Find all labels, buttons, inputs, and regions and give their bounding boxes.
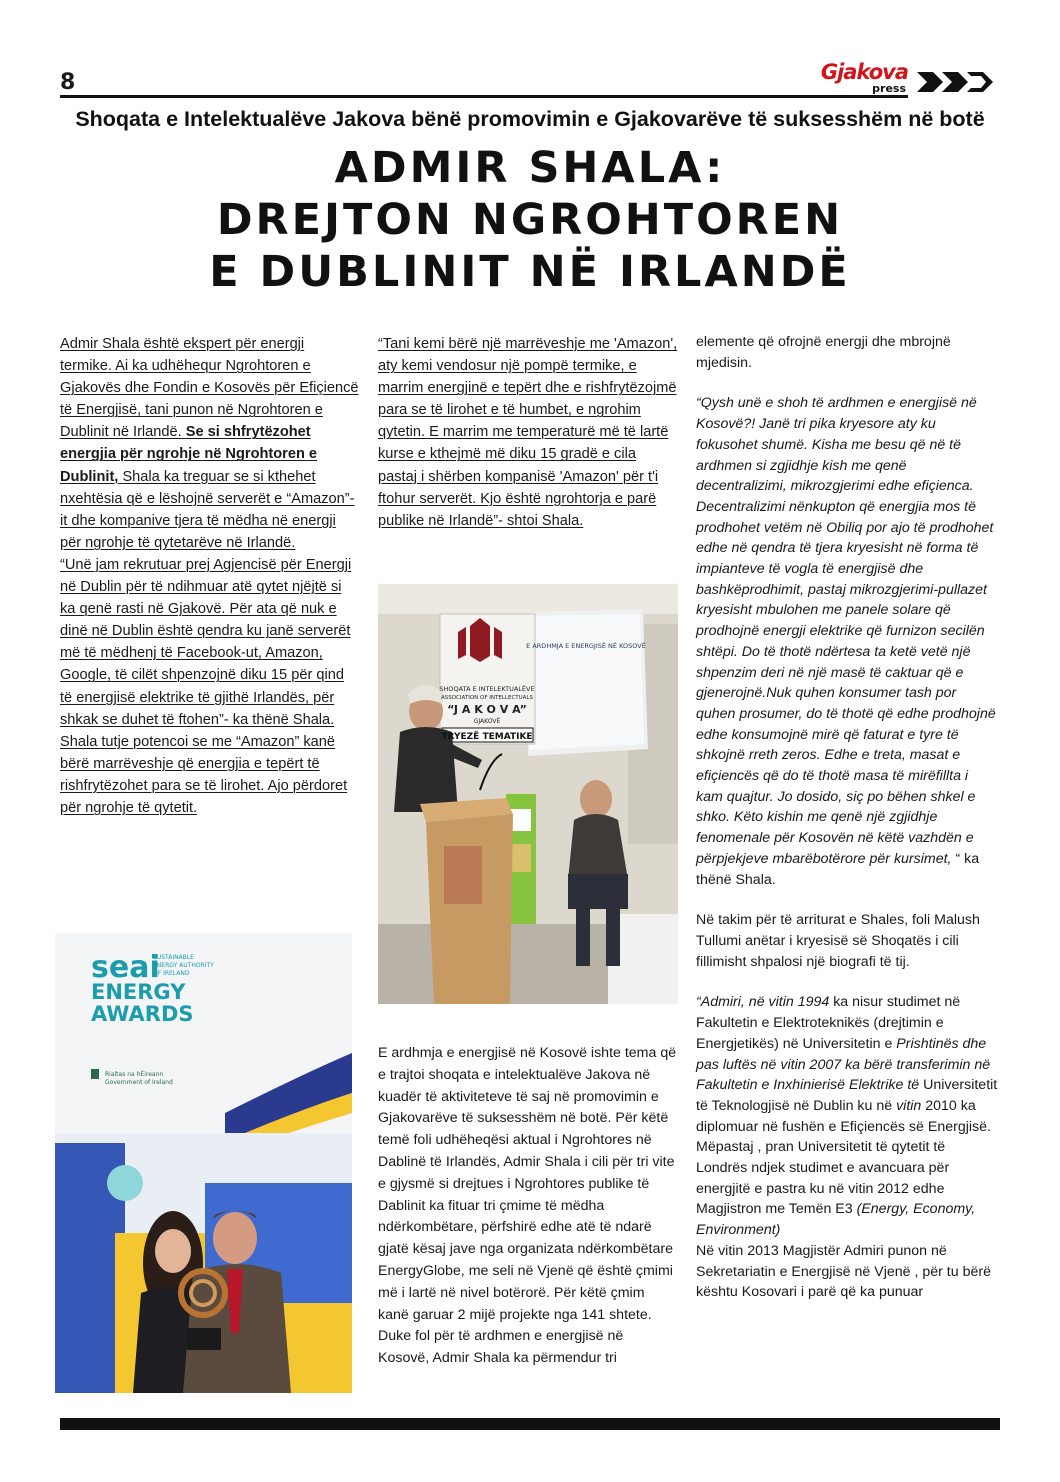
article-headline xyxy=(60,142,1000,298)
masthead-sub: press xyxy=(872,82,906,95)
column-2-bottom xyxy=(378,1043,678,1370)
award-brand: seai xyxy=(91,950,160,985)
bio-part-5: vitin xyxy=(896,1097,922,1114)
col3-paragraph-tullumi: Në takim për të arriturat e Shales, foli Malush Tullumi anëtar i kryesisë së Shoqatës i cili fillimisht shpalosi një biografi të tij. xyxy=(696,912,980,970)
col3-paragraph-cont: elemente që ofrojnë energji dhe mbrojnë mjedisin. xyxy=(696,334,951,371)
banner-text-line2: ASSOCIATION OF INTELLECTUALS xyxy=(440,695,534,701)
photo-speaker-podium xyxy=(378,584,678,1004)
article-kicker: Shoqata e Intelektualëve Jakova bënë promovimin e Gjakovarëve të suksesshëm në botë xyxy=(75,107,985,131)
col3-quote-attribution: “ ka thënë Shala. xyxy=(696,850,980,888)
page-number: 8 xyxy=(60,70,76,95)
spacer xyxy=(696,373,998,393)
col3-biography-3: Në vitin 2013 Magjistër Admiri punon në Sekretariatin e Energjisë në Vjenë , për tu bërë kështu Kosovari i parë që ka punuar xyxy=(696,1242,991,1301)
col1-p1-text: Admir Shala është ekspert për energji termike. Ai ka udhëhequr Ngrohtoren e Gjakovës dhe Fondin e Kosovës për Efiçiencë të Energjisë, tani punon në Ngrohtoren e Dublinit në Irlandë. xyxy=(60,336,359,441)
banner-strip-text: TRYEZË TEMATIKE xyxy=(441,732,533,742)
column-2-quote xyxy=(378,333,678,532)
bio-part-2: ka nisur studimet në Fakultetin e Elektroteknikës (drejtimin e Energjetikës) në Universitetin e xyxy=(696,994,961,1052)
banner-text-city: GJAKOVË xyxy=(473,718,501,725)
award-gov-1: Rialtas na hÉireann xyxy=(105,1071,164,1078)
col1-p1-rest: Shala ka treguar se si kthehet nxehtësia që e lëshojnë serverët e “Amazon”-it dhe kompanive tjera të mëdha në energji për ngrohje të qytetarëve në Irlandë. xyxy=(60,468,355,551)
spacer xyxy=(696,972,998,992)
award-brand-sub1: SUSTAINABLE xyxy=(153,954,194,961)
photo-speaker-image xyxy=(378,584,678,1004)
headline-line-3: E DUBLINIT NË IRLANDË xyxy=(209,247,851,297)
col1-p1-bold: Se si shfrytëzohet energjia për ngrohje në Ngrohtoren e Dublinit, xyxy=(60,424,318,485)
column-3 xyxy=(696,332,998,1303)
award-gov-2: Government of Ireland xyxy=(105,1079,173,1086)
banner-text-line1: SHOQATA E INTELEKTUALËVE xyxy=(439,685,535,693)
bio-part-8: (Energy, Economy, Environment) xyxy=(696,1201,976,1239)
headline-line-1: ADMIR SHALA: xyxy=(334,143,726,193)
award-brand-sub2: ENERGY AUTHORITY xyxy=(153,962,214,969)
masthead-name: Gjakova xyxy=(820,60,908,84)
headline-line-2: DREJTON NGROHTOREN xyxy=(216,195,844,245)
col1-paragraph-2: “Unë jam rekrutuar prej Agjencisë për Energji në Dublin për të ndihmuar atë qytet njëjtë si ka qenë rasti në Gjakovë. Për ata që nuk e dinë në Dublin është qendra ku janë serverët më të mëdhenj të Facebook-ut, Amazon, Google, të cilët shpenzojnë diku 15 për qind të energjisë elektrike të gjithë Irlandës, për shkak se duhet të ftohen”- ka thënë Shala. xyxy=(60,556,352,728)
bio-part-3: Prishtinës dhe pas luftës në vitin 2007 ka bërë transferimin në Fakultetin e Inxhinierisë Elektrike të xyxy=(696,1035,991,1094)
col3-biography xyxy=(696,992,998,1137)
col3-biography-2 xyxy=(696,1137,998,1241)
col2-quote-paragraph: “Tani kemi bërë një marrëveshje me 'Amazon', aty kemi vendosur një pompë termike, e marrim energjinë e tepërt dhe e rishfrytëzojmë para se të lirohet e të humbet, e ngrohim qytetin. E marrim me temperaturë më të lartë kurse e kthejmë më diku 15 gradë e cila pastaj i shërben kompanisë 'Amazon' për t'i ftohur serverët. Kjo është ngrohtorja e parë publike në Irlandë”- shtoi Shala. xyxy=(378,336,678,529)
col3-quote xyxy=(696,393,998,890)
banner-text-name: “J A K O V A” xyxy=(447,703,527,716)
masthead-logo xyxy=(818,60,908,96)
spacer xyxy=(696,890,998,910)
col1-paragraph-3: Shala tutje potencoi se me “Amazon” kanë bërë marrëveshje që energjia e tepërt të rishfrytëzohet para se të lirohet. Ajo përdoret për ngrohje të qytetit. xyxy=(60,733,348,816)
col2-paragraph-future: E ardhmja e energjisë në Kosovë ishte tema që e trajtoi shoqata e intelektualëve Jakova në kuadër të aktiviteteve të saj në promovimin e Gjakovarëve të suksesshëm në botë. Për këtë temë foli udhëheqësi aktual i Ngrohtores në Dablinë të Irlandës, Admir Shala i cili për tri vite e gjysmë si drejtues i Ngrohtores publike të Dablinit ka fituar tri çmime të mëdha ndërkombëtare, përfshirë edhe atë të ndarë gjatë kësaj jave nga organizata ndërkombëtare EnergyGlobe, me seli në Vjenë që është çmimi më i lartë në nivel botërorë. Për këtë çmim kanë garuar 2 mijë projekte nga 141 shtete. xyxy=(378,1045,677,1323)
top-rule xyxy=(60,95,908,98)
photo-award-image xyxy=(55,933,352,1393)
bio-part-7: Mëpastaj , pran Universitetit të qytetit të Londrës ndjek studimet e avancuara për energjitë e pastra ku në vitin 2012 edhe Magjistron me Temën E3 xyxy=(696,1139,950,1218)
masthead-arrows-icon xyxy=(915,68,1000,96)
bio-part-4: Universitetit të Teknologjisë në Dublin ku në xyxy=(696,1077,998,1114)
bottom-rule xyxy=(60,1418,1000,1430)
column-1 xyxy=(60,333,360,819)
award-title-1: ENERGY xyxy=(91,980,186,1004)
bio-part-1: “Admiri, në vitin 1994 xyxy=(696,994,830,1011)
col2-paragraph-spoke: Duke fol për të ardhmen e energjisë në Kosovë, Admir Shala ka përmendur tri xyxy=(378,1328,624,1367)
col3-quote-text: “Qysh unë e shoh të ardhmen e energjisë në Kosovë?! Janë tri pika kryesore aty ku fokusohet shumë. Kisha me besu që në të ardhmen si zgjidhje kish me qenë decentralizimi, mikrozgjerimi edhe efiçienca. Decentralizimi nënkupton që energjia mos të prodhohet vetëm në Obiliq por ajo të prodhohet edhe në qendra të tjera kryesisht në forma të impianteve të vogla të energjisë dhe bashkëprodhimit, pastaj mikrozgjerimi-pullazet kryesisht mbulohen me panele solare që prodhojnë energji elektrike që furnizon secilën shtëpi. Do të thotë ndërtesa ta ketë vetë një shpenzim deri në një masë të caktuar që e gjenerojnë.Nuk quhen konsumer tash por quhen prosumer, do të thotë që edhe prodhojnë edhe konsumojnë mirë që faturat e tyre të shkojnë rreth zeros. Edhe e treta, masat e efiçiencës që do të thotë masa të mirëfillta i kam quajtur. Jo dosido, siç po bëhen shkel e shko. Këto kishin me qenë një zgjidhje fenomenale për Kosovën në këtë vazhdën e përpjekjeve mbarëbotërore për kursimet, xyxy=(696,395,996,867)
bio-part-6: 2010 ka diplomuar në fushën e Efiçiencës së Energjisë. xyxy=(696,1097,991,1135)
screen-title: E ARDHMJA E ENERGJISË NË KOSOVË xyxy=(526,642,646,650)
award-title-2: AWARDS xyxy=(91,1002,194,1026)
award-brand-sub3: OF IRELAND xyxy=(153,970,190,977)
col1-paragraph-1 xyxy=(60,333,360,554)
photo-energy-award xyxy=(55,933,352,1393)
